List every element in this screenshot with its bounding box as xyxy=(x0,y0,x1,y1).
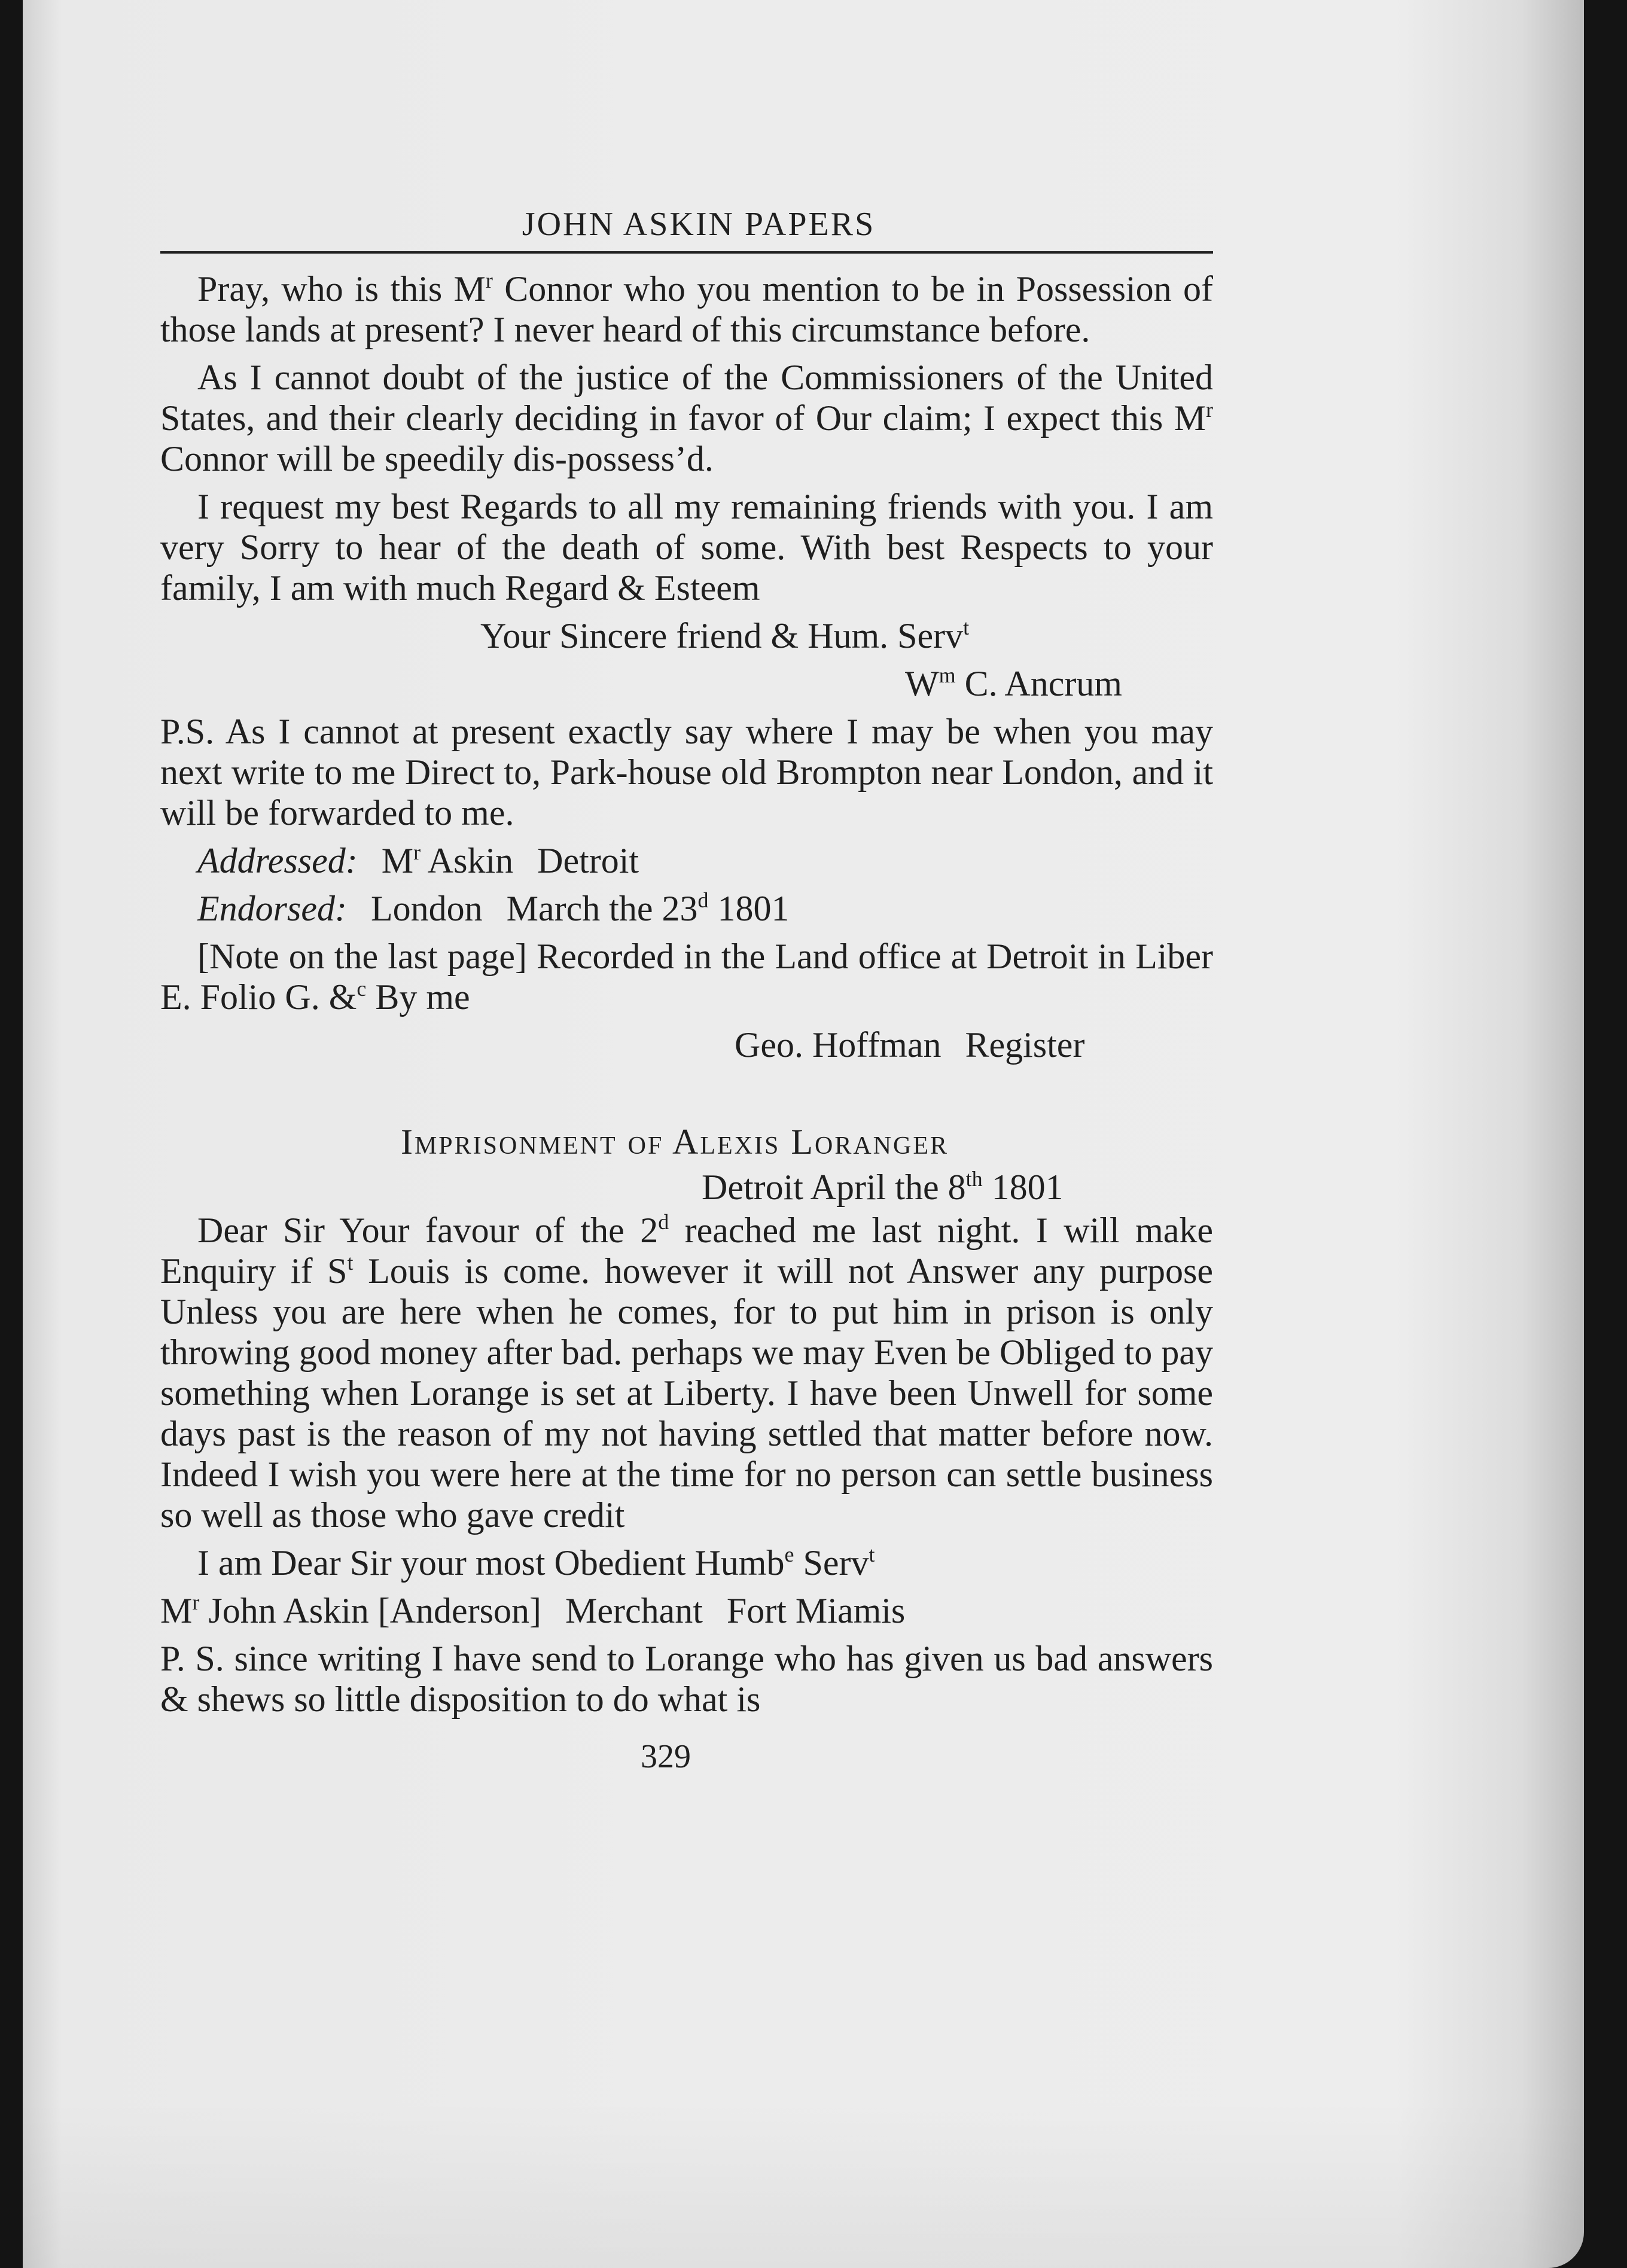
letter1-paragraph-1: Pray, who is this $M^r$ Connor who you mention to be in Possession of those lands at present? I never heard of this circumstance before. xyxy=(160,269,1213,349)
letter1-closing: Your Sincere friend & Hum. Serv$^t$ xyxy=(480,615,970,656)
header-rule xyxy=(160,251,1213,254)
book-page xyxy=(160,197,1213,1777)
letter2-dateline: Detroit April the 8th 1801 xyxy=(702,1167,1064,1207)
page-number: 329 xyxy=(641,1738,691,1775)
letter1-paragraph-3: I request my best Regards to all my remaining friends with you. I am very Sorry to hear of the death of some. With best Respects to your family, I am with much Regard & Esteem xyxy=(160,487,1213,608)
running-head: JOHN ASKIN PAPERS xyxy=(522,206,876,243)
letter2-paragraph-1: Dear Sir Your favour of the 2$^d$ reached me last night. I will make Enquiry if $S^t$ Louis is come. however it will not Answer any purpose Unless you are here when he comes, for to put him in prison is only throwing good money after bad. perhaps we may Even be Obliged to pay something when Lorange is set at Liberty. I have been Unwell for some days past is the reason of my not having settled that matter before now. Indeed I wish you were here at the time for no person can settle business so well as those who gave credit xyxy=(160,1210,1214,1535)
paper-sheet xyxy=(23,0,1584,2268)
register-signature: Geo. Hoffman Register xyxy=(735,1025,1085,1065)
letter1-paragraph-2: As I cannot doubt of the justice of the Commissioners of the United States, and their clearly deciding in favor of Our claim; I expect this $M^r$ Connor will be speedily dis-possess’d. xyxy=(160,358,1213,478)
land-office-note: [Note on the last page] Recorded in the Land office at Detroit in Liber E. Folio G. &$^c$ By me xyxy=(160,937,1213,1017)
letter1-signature: $W^m$ C. Ancrum xyxy=(905,663,1122,703)
letter2-postscript: P. S. since writing I have send to Lorange who has given us bad answers & shews so little disposition to do what is xyxy=(160,1639,1213,1719)
addressed-line: Addressed: $M^r$ Askin Detroit xyxy=(197,840,639,880)
section-heading: Imprisonment of Alexis Loranger xyxy=(400,1122,949,1162)
letter1-postscript: P.S. As I cannot at present exactly say where I may be when you may next write to me Direct to, Park-house old Brompton near London, and it will be forwarded to me. xyxy=(160,712,1213,833)
letter2-closing: I am Dear Sir your most Obedient Humb$^e$ Serv$^t$ xyxy=(197,1543,875,1583)
letter2-address: $M^r$ John Askin [Anderson] Merchant Fort Miamis xyxy=(160,1590,906,1630)
endorsed-line: Endorsed: London March the 23$^d$ 1801 xyxy=(197,888,790,928)
